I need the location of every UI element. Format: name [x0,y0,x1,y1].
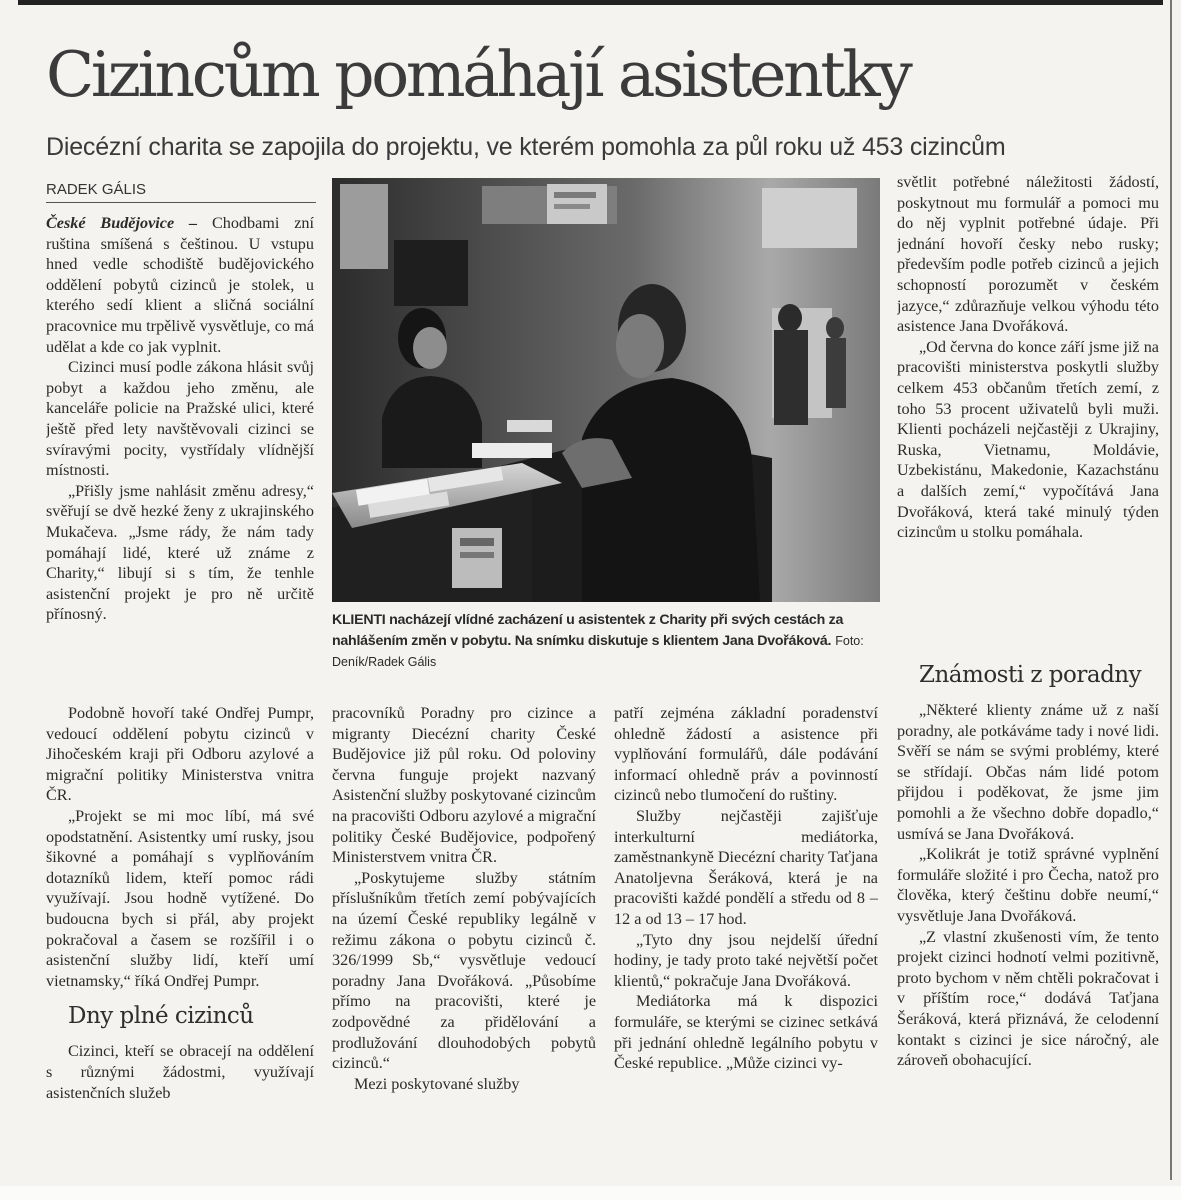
photo-credit: Foto: Deník/Radek Gális [332,634,864,669]
paragraph: patří zejména základní poradenství ohledně žádostí a asistence při vyplňování formulářů, dále podávání informací ohledně práv a povinností cizinců nebo tlumočení do ruštiny. [614,704,878,805]
section-subheading: Známosti z poradny [919,662,1142,688]
article-column-4 [897,172,1159,660]
paragraph: Mezi poskytované služby [354,1074,520,1093]
article-column-1 [46,213,314,703]
paragraph: „Poskytujeme služby státním příslušníkům třetích zemí pobývajících na území České republiky legálně v režimu zákona o pobytu cizinců č. 326/1999 Sb,“ vysvětluje vedoucí poradny Jana Dvořáková. „Působíme přímo na pracovišti, které je zodpovědné za přidělování a prodlužování dlouhodobých pobytů cizinců.“ [332,868,596,1073]
paragraph: „Kolikrát je totiž správné vyplnění formuláře složité i pro Čecha, natož pro člověka, který češtinu dobře neumí,“ vysvětluje Jana Dvořáková. [897,845,1159,925]
paragraph: světlit potřebné náležitosti žádostí, poskytnout mu formulář a pomoci mu do něj vyplnit potřebné údaje. Při jednání hovoří česky nebo rusky; především podle potřeb cizinců a jejich schopností porozumět v českém jazyce,“ zdůrazňuje velkou výhodu této asistence Jana Dvořáková. [897,173,1159,336]
paragraph: Mediátorka má k dispozici formuláře, se kterými se cizinec setkává při jednání ohledně legálního pobytu v České republice. „Může cizinci vy- [614,992,878,1073]
paragraph: „Od června do konce září jsme již na pracovišti ministerstva poskytli služby celkem 453 občanům třetích zemí, z toho 53 procent uživatelů byli muži. Klienti pocházeli nejčastěji z Ukrajiny, Ruska, Vietnamu, Moldávie, Uzbekistánu, Makedonie, Kazachstánu a dalších zemí,“ vypočítává Jana Dvořáková, která také minulý týden cizincům u stolku pomáhala. [897,337,1159,542]
article-column-3 [614,703,878,1186]
paragraph: Cizinci, kteří se obracejí na oddělení s různými žádostmi, využívají asistenčních služeb [46,1042,314,1102]
headline: Cizincům pomáhají asistentky [46,38,910,111]
dateline: České Budějovice – [46,214,198,232]
article-column-2 [332,703,596,1186]
paragraph: Cizinci musí podle zákona hlásit svůj pobyt a každou jeho změnu, ale kanceláře policie na Pražské ulici, které ještě před lety navštěvovali cizinci se svíravými pocity, vystřídaly vlídnější místnosti. [46,358,314,480]
paragraph: „Projekt se mi moc líbí, má své opodstatnění. Asistentky umí rusky, jsou šikovné a pomáhají s vyplňováním dotazníků lidem, kteří pomoc rádi využívají. Jsou hodně vytížené. Do budoucna bych si přál, aby projekt pokračoval a časem se rozšířil i o asistenční služby lidí, kteří umí vietnamsky,“ říká Ondřej Pumpr. [46,806,314,990]
photo-caption [332,610,880,673]
paragraph: „Některé klienty známe už z naší poradny, ale potkáváme tady i nové lidi. Svěří se nám se svými problémy, které se střídají. Občas nám lidé potom přijdou i poděkovat, že jsme jim pomohli a že všechno dobře dopadlo,“ usmívá se Jana Dvořáková. [897,701,1159,843]
top-rule [18,0,1163,5]
caption-text: nacházejí vlídné zacházení u asistentek z Charity při svých cestách za nahlášením změn v pobytu. Na snímku diskutuje s klientem Jana Dvořáková. [332,612,844,649]
paragraph: pracovníků Poradny pro cizince a migranty Diecézní charity České Budějovice již půl roku. Od poloviny června funguje projekt nazvaný Asistenční služby poskytované cizincům na pracovišti Odboru azylové a migrační politiky České Budějovice, podpořený Ministerstvem vnitra ČR. [332,704,596,867]
paragraph: „Tyto dny jsou nejdelší úřední hodiny, je tady proto také největší počet klientů,“ pokračuje Jana Dvořáková. [614,930,878,990]
byline: RADEK GÁLIS [46,180,316,203]
paragraph [46,213,314,357]
article-column-4-lower [897,660,1159,1186]
paragraph: „Přišly jsme nahlásit změnu adresy,“ svěřují se dvě hezké ženy z ukrajinského Mukačeva. „Jsme rády, že nám tady pomáhají lidé, které už známe z Charity,“ libují si s tím, že tenhle asistenční projekt je pro ně určitě přínosný. [46,481,314,624]
caption-lead: KLIENTI [332,612,386,628]
paragraph-text: Chodbami zní ruština smíšená s češtinou. U vstupu hned vedle schodiště budějovického oddělení pobytů cizinců je stolek, u kterého sedí klient a sličná sociální pracovnice mu trpělivě vysvětluje, co má udělat a kde co jak vyplnit. [46,214,314,356]
paragraph: Podobně hovoří také Ondřej Pumpr, vedoucí oddělení pobytu cizinců v Jihočeském kraji při Odboru azylové a migrační politiky Ministerstva vnitra ČR. [46,704,314,805]
article-column-1-lower [46,703,314,1186]
page-bottom-margin [0,1186,1181,1200]
photo-image [332,178,880,602]
subheadline: Diecézní charita se zapojila do projektu, ve kterém pomohla za půl roku už 453 cizincům [46,133,1006,161]
paragraph: „Z vlastní zkušenosti vím, že tento projekt cizinci hodnotí velmi pozitivně, proto bychom v něm chtěli pokračovat i v příštím roce,“ dodává Taťjana Šeráková, která přiznává, že celodenní kontakt s cizinci je sice náročný, ale zároveň obohacující. [897,927,1159,1070]
article-photo [332,178,880,602]
section-subheading: Dny plné cizinců [68,1003,254,1030]
page-edge [1170,0,1172,1180]
paragraph: Služby nejčastěji zajišťuje interkulturní mediátorka, zaměstnankyně Diecézní charity Taťjana Anatoljevna Šeráková, která je na pracovišti každé pondělí a středu od 8 – 12 a od 13 – 17 hod. [614,806,878,928]
